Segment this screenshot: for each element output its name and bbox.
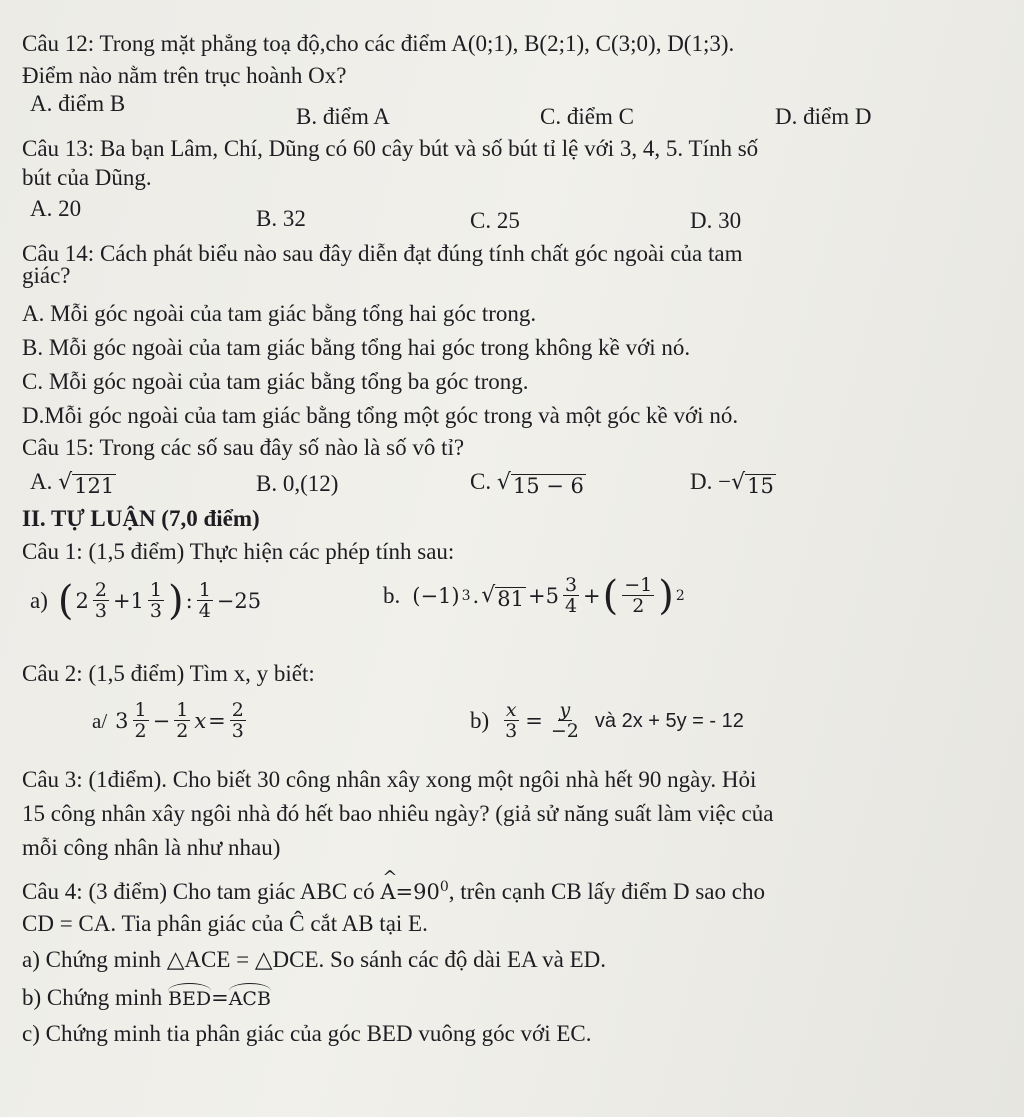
c4-angle-a-equation: ^ $A=90^0$	[380, 880, 448, 904]
c4-line3: a) Chứng minh △ACE = △DCE. So sánh các độ dài EA và ED.	[22, 947, 606, 972]
c4-line1	[22, 873, 765, 906]
q14-option-a: A. Mỗi góc ngoài của tam giác bằng tổng hai góc trong.	[22, 301, 537, 326]
q13-option-a: A. 20	[30, 196, 82, 221]
q12-option-b: B. điểm A	[296, 104, 390, 129]
c3-line2: 15 công nhân xây ngôi nhà đó hết bao nhiêu ngày? (giả sử năng suất làm việc của	[22, 801, 774, 826]
c4-line4-start: b) Chứng minh	[22, 985, 163, 1010]
q14-option-b: B. Mỗi góc ngoài của tam giác bằng tổng hai góc trong không kề với nó.	[22, 335, 691, 360]
c3-line3: mỗi công nhân là như nhau)	[22, 835, 281, 860]
q15-option-a-radicand: 121	[74, 474, 115, 498]
q14-option-c: C. Mỗi góc ngoài của tam giác bằng tổng ba góc trong.	[22, 369, 529, 394]
c4-line1-start: Câu 4: (3 điểm) Cho tam giác ABC có	[22, 879, 375, 904]
c1-b-expression: b. (−1) 3 . √ 81 +5 $\frac{3}{4}$ + ( $\frac{-1}{2}$ ) 2	[383, 572, 685, 619]
q15-option-a-label: A.	[30, 469, 53, 494]
q12-option-d: D. điểm D	[775, 104, 872, 129]
q12-stem-line2: Điểm nào nằm trên trục hoành Ox?	[22, 63, 347, 88]
q15-option-c-radicand: 15 − 6	[512, 474, 584, 498]
c3-line1: Câu 3: (1điểm). Cho biết 30 công nhân xây xong một ngôi nhà hết 90 ngày. Hỏi	[22, 767, 757, 792]
c1-stem: Câu 1: (1,5 điểm) Thực hiện các phép tính sau:	[22, 539, 455, 564]
c4-line4	[22, 983, 271, 1013]
c4-line2: CD = CA. Tia phân giác của Ĉ cắt AB tại E.	[22, 911, 428, 936]
part2-title: II. TỰ LUẬN (7,0 điểm)	[22, 506, 260, 531]
q15-option-d-label: D. −	[690, 469, 732, 494]
q13-option-c: C. 25	[470, 208, 520, 233]
q15-option-d: D. − √ 15	[690, 469, 774, 498]
c2-b-expression: b) $\frac{x}{3}$ = $\frac{y}{-2}$ và 2x + 5y = - 12	[470, 699, 744, 742]
q12-option-a: A. điểm B	[30, 91, 126, 116]
q12-option-c: C. điểm C	[540, 104, 634, 129]
q13-option-b: B. 32	[256, 206, 306, 231]
q15-option-c-label: C.	[470, 469, 492, 494]
c2-b-label: b)	[470, 707, 490, 733]
q15-option-c: C. √ 15 − 6	[470, 469, 584, 498]
q14-stem-line1: Câu 14: Cách phát biểu nào sau đây diễn đạt đúng tính chất góc ngoài của tam	[22, 241, 743, 266]
q14-stem-line2: giác?	[22, 263, 71, 288]
q15-option-d-radicand: 15	[747, 474, 774, 498]
c2-stem: Câu 2: (1,5 điểm) Tìm x, y biết:	[22, 661, 315, 686]
c2-a-label: a/	[92, 708, 108, 733]
q12-stem-line1: Câu 12: Trong mặt phẳng toạ độ,cho các điểm A(0;1), B(2;1), C(3;0), D(1;3).	[22, 31, 735, 56]
q13-stem-line1: Câu 13: Ba bạn Lâm, Chí, Dũng có 60 cây bút và số bút tỉ lệ với 3, 4, 5. Tính số	[22, 136, 759, 161]
c2-b-condition: và 2x + 5y = - 12	[594, 709, 744, 732]
q13-stem-line2: bút của Dũng.	[22, 165, 152, 190]
c2-a-expression: a/ 3 $\frac{1}{2}$ − $\frac{1}{2}$ x = $\frac{2}{3}$	[92, 699, 244, 742]
c4-line5: c) Chứng minh tia phân giác của góc BED vuông góc với EC.	[22, 1021, 592, 1046]
q13-option-d: D. 30	[690, 208, 742, 233]
q15-option-a: A. √ 121	[30, 469, 115, 498]
q14-option-d: D.Mỗi góc ngoài của tam giác bằng tổng một góc trong và một góc kề với nó.	[22, 403, 739, 428]
c1-a-expression: a) ( 2 $\frac{2}{3}$ +1 $\frac{1}{3}$ ) : $\frac{1}{4}$ −25	[30, 577, 262, 624]
q15-stem: Câu 15: Trong các số sau đây số nào là số vô tỉ?	[22, 435, 465, 460]
c4-angle-equation: BED=ACB	[168, 986, 271, 1010]
q15-option-b: B. 0,(12)	[256, 471, 339, 496]
c1-a-label: a)	[30, 587, 48, 613]
c1-b-label: b.	[383, 582, 401, 608]
c4-line1-end: , trên cạnh CB lấy điểm D sao cho	[448, 879, 765, 904]
